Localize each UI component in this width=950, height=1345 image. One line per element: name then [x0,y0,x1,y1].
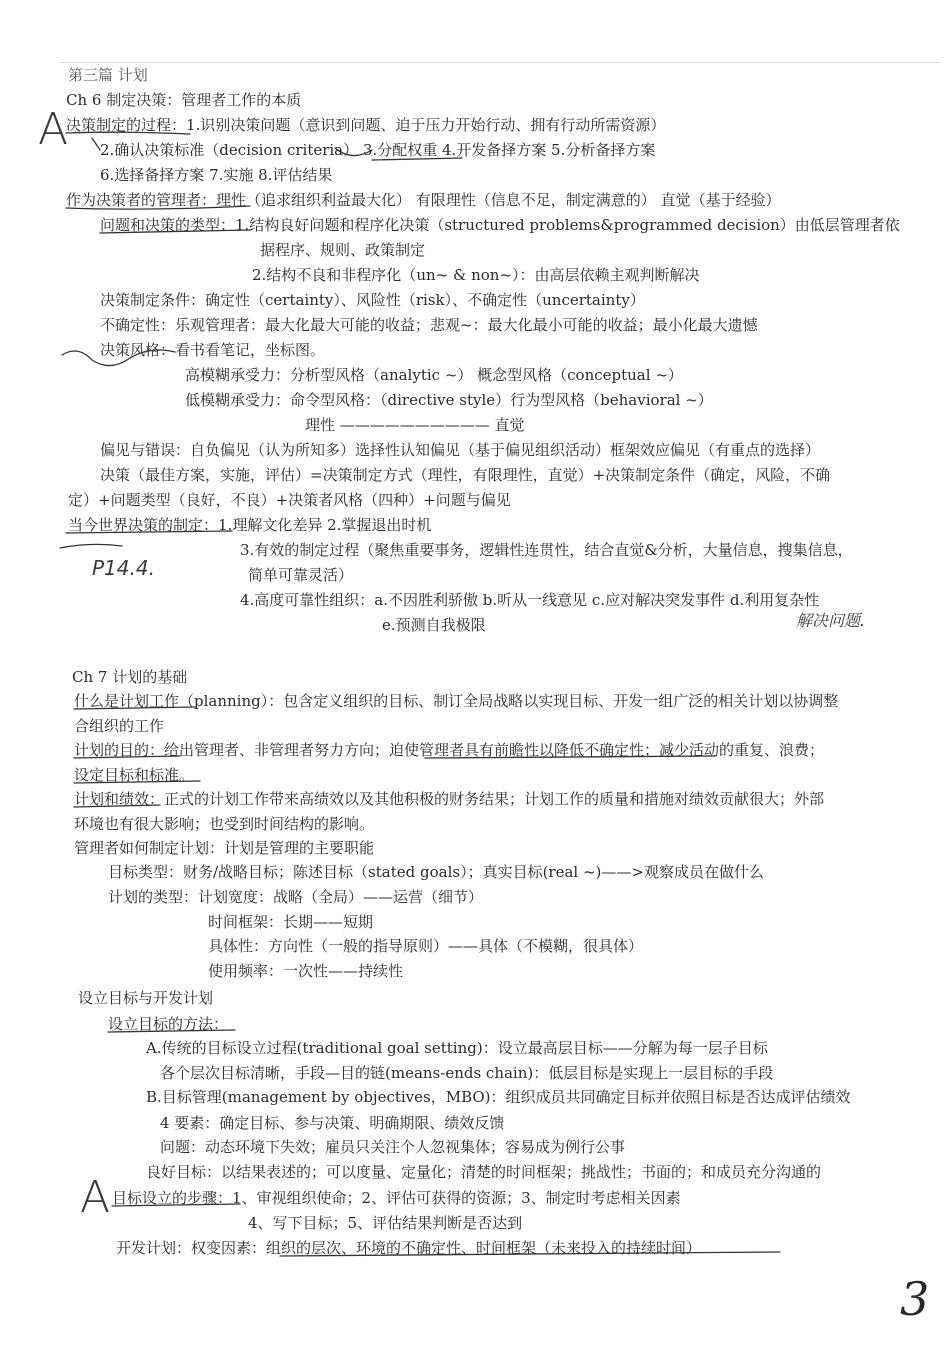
subsection-heading: 设立目标的方法： [108,1015,229,1033]
wave-stroke [60,544,122,548]
text-line: 决策（最佳方案，实施，评估）=决策制定方式（理性，有限理性，直觉）+决策制定条件（确定，风险，不确 [100,466,831,484]
text-line: 3.有效的制定过程（聚焦重要事务，逻辑性连贯性，结合直觉&分析，大量信息，搜集信息， [240,541,853,559]
text-line: 2.结构不良和非程序化（un~ & non~）：由高层依赖主观判断解决 [252,266,700,284]
page-number: 3 [900,1272,930,1326]
text-line: 良好目标：以结果表述的；可以度量、定量化；清楚的时间框架；挑战性；书面的；和成员充分沟通的 [146,1163,822,1181]
text-line: 高模糊承受力：分析型风格（analytic ~） 概念型风格（conceptual ~） [185,366,683,384]
text-line: 4 要素：确定目标、参与决策、明确期限、绩效反馈 [160,1114,505,1132]
text-line: 环境也有很大影响；也受到时间结构的影响。 [74,815,375,833]
text-line: 定）+问题类型（良好，不良）+决策者风格（四种）+问题与偏见 [68,491,511,509]
chapter-6-title: Ch 6 制定决策：管理者工作的本质 [66,91,302,109]
text-line: 低模糊承受力：命令型风格：（directive style）行为型风格（behavioral ~） [185,391,713,409]
text-line: 什么是计划工作（planning）：包含定义组织的目标、制订全局战略以实现目标、开发一组广泛的相关计划以协调整 [74,692,839,710]
section-heading: 设立目标与开发计划 [78,989,214,1007]
handwritten-note: 解决问题. [796,611,866,630]
text-line: 4.高度可靠性组织：a.不因胜利骄傲 b.听从一线意见 c.应对解决突发事件 d.利用复杂性 [240,591,820,609]
part-title: 第三篇 计划 [68,66,148,84]
text-line: A.传统的目标设立过程(traditional goal setting)：设立最高层目标——分解为每一层子目标 [146,1039,768,1057]
page-reference-note: P14.4. [92,556,155,580]
text-line: 时间框架：长期——短期 [208,913,374,931]
text-line: 计划和绩效：正式的计划工作带来高绩效以及其他积极的财务结果；计划工作的质量和措施对绩效贡献很大；外部 [74,790,825,808]
text-line: 各个层次目标清晰，手段—目的链(means-ends chain)：低层目标是实现上一层目标的手段 [160,1064,774,1082]
text-line: B.目标管理(management by objectives，MBO)：组织成员共同确定目标并依照目标是否达成评估绩效 [146,1088,851,1106]
text-line: 具体性：方向性（一般的指导原则）——具体（不模糊，很具体） [208,937,644,955]
chapter-7-title: Ch 7 计划的基础 [72,668,188,686]
text-line: 据程序、规则、政策制定 [260,241,426,259]
text-line: 计划的类型：计划宽度：战略（全局）——运营（细节） [108,888,484,906]
text-line: 目标类型：财务/战略目标；陈述目标（stated goals）；真实目标(real ~)——>观察成员在做什么 [108,863,764,881]
text-line: 6.选择备择方案 7.实施 8.评估结果 [100,166,333,184]
text-line: 决策风格：看书看笔记，坐标图。 [100,341,326,359]
margin-mark: A [80,1172,111,1223]
page-top-rule [60,62,940,63]
text-line: 4、写下目标；5、评估结果判断是否达到 [248,1214,523,1232]
text-line: 设定目标和标准。 [74,766,195,784]
text-line: 计划的目的：给出管理者、非管理者努力方向；迫使管理者具有前瞻性以降低不确定性；减少活动的重复、浪费； [74,741,825,759]
text-line: 理性 —————————— 直觉 [305,416,525,434]
text-line: e.预测自我极限 [382,616,486,634]
text-line: 决策制定的过程：1.识别决策问题（意识到问题、迫于压力开始行动、拥有行动所需资源） [66,116,666,134]
text-line: 不确定性：乐观管理者：最大化最大可能的收益；悲观~：最大化最小可能的收益；最小化最大遗憾 [100,316,758,334]
text-line: 问题：动态环境下失效；雇员只关注个人忽视集体；容易成为例行公事 [160,1138,626,1156]
text-line: 简单可靠灵活） [248,566,354,584]
text-line: 管理者如何制定计划：计划是管理的主要职能 [74,839,375,857]
text-line: 合组织的工作 [74,717,165,735]
margin-mark: A [38,104,69,155]
text-line: 决策制定条件：确定性（certainty）、风险性（risk）、不确定性（uncertainty） [100,291,645,309]
bracket-stroke [92,138,100,150]
text-line: 作为决策者的管理者：理性（追求组织利益最大化） 有限理性（信息不足，制定满意的） 直觉（基于经验） [66,191,781,209]
text-line: 问题和决策的类型：1.结构良好问题和程序化决策（structured problems&programmed decision）由低层管理者依 [100,216,900,234]
text-line: 使用频率：一次性——持续性 [208,962,404,980]
text-line: 目标设立的步骤：1、审视组织使命；2、评估可获得的资源；3、制定时考虑相关因素 [112,1189,681,1207]
text-line: 当今世界决策的制定：1.理解文化差异 2.掌握退出时机 [68,516,432,534]
text-line: 偏见与错误：自负偏见（认为所知多）选择性认知偏见（基于偏见组织活动）框架效应偏见（有重点的选择） [100,441,821,459]
text-line: 2.确认决策标准（decision criteria） 3.分配权重 4.开发备择方案 5.分析备择方案 [100,141,656,159]
text-line: 开发计划：权变因素：组织的层次、环境的不确定性、时间框架（未来投入的持续时间） [116,1239,702,1257]
